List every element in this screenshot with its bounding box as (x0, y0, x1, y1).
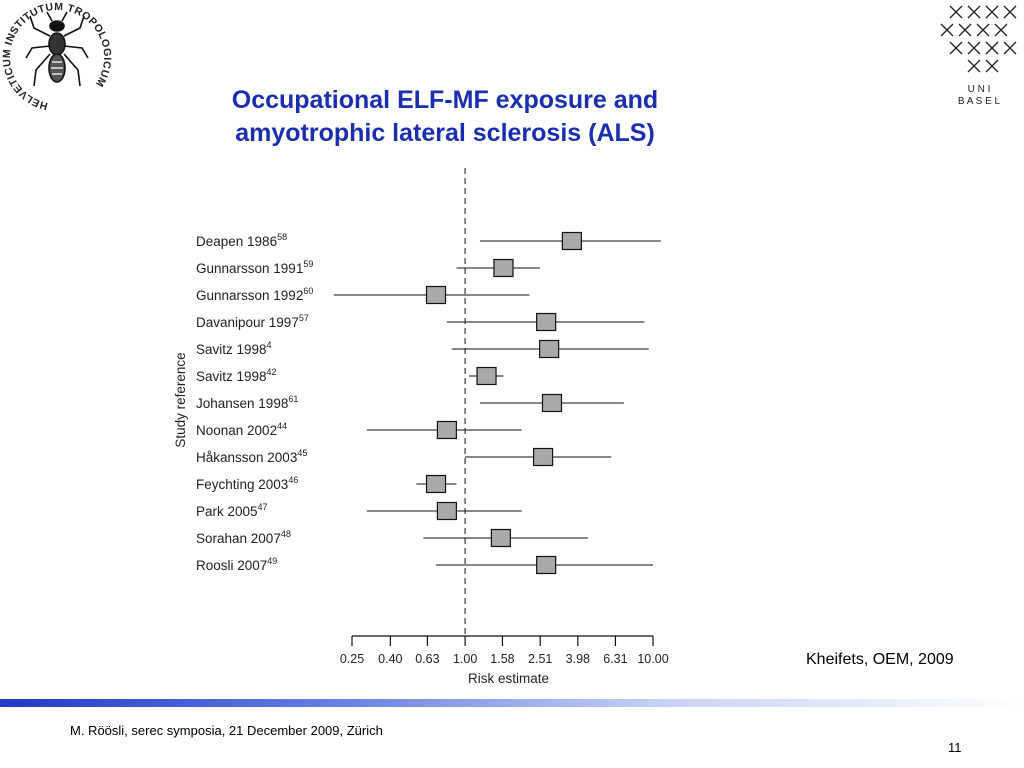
study-label: Davanipour 1997$^{57}$ (196, 313, 309, 330)
x-tick-label: 2.51 (528, 652, 553, 666)
x-tick-label: 1.58 (490, 652, 515, 666)
study-ref: 42 (266, 367, 277, 377)
study-label: Noonan 2002$^{44}$ (196, 421, 288, 438)
study-ref: 58 (277, 232, 288, 242)
footer-text: M. Röösli, serec symposia, 21 December 2009, Zürich (70, 723, 383, 738)
study-ref: 49 (267, 556, 278, 566)
study-label: Håkansson 2003$^{45}$ (196, 448, 308, 465)
estimate-marker (542, 395, 561, 412)
study-ref: 4 (266, 340, 272, 350)
seal-text: HELVETICUM INSTITUTUM TROPOLOGICUM (0, 0, 114, 113)
study-label: Gunnarsson 1991$^{59}$ (196, 259, 314, 276)
study-label: Gunnarsson 1992$^{60}$ (196, 286, 314, 303)
estimate-marker (477, 368, 496, 385)
estimate-marker (540, 341, 559, 358)
x-tick-label: 6.31 (603, 652, 628, 666)
estimate-marker (537, 557, 556, 574)
estimate-marker (427, 287, 446, 304)
study-label: Deapen 1986$^{58}$ (196, 232, 288, 249)
x-tick-label: 0.40 (378, 652, 403, 666)
study-ref: 57 (298, 313, 309, 323)
estimate-marker (427, 476, 446, 493)
title-line-2: amyotrophic lateral sclerosis (ALS) (235, 119, 655, 147)
study-label: Savitz 1998$^4$ (196, 340, 272, 357)
x-tick-label: 3.98 (565, 652, 590, 666)
x-axis-label: Risk estimate (467, 671, 550, 686)
study-ref: 48 (280, 529, 291, 539)
estimate-marker (491, 530, 510, 547)
study-label: Feychting 2003$^{46}$ (196, 475, 299, 492)
page-number: 11 (948, 740, 962, 755)
study-label: Park 2005$^{47}$ (196, 502, 268, 519)
study-ref: 61 (288, 394, 299, 404)
title-line-1: Occupational ELF-MF exposure and (231, 86, 659, 114)
citation: Kheifets, OEM, 2009 (806, 651, 954, 668)
x-tick-label: 0.63 (415, 652, 440, 666)
study-label: Savitz 1998$^{42}$ (196, 367, 277, 384)
study-ref: 60 (303, 286, 314, 296)
estimate-marker (437, 503, 456, 520)
study-ref: 59 (303, 259, 314, 269)
study-label: Sorahan 2007$^{48}$ (196, 529, 291, 546)
x-tick-label: 1.00 (452, 652, 478, 666)
estimate-marker (562, 233, 581, 250)
footer-gradient-bar (0, 699, 1024, 707)
basel-text: B A S E L (957, 96, 1001, 107)
study-label: Roosli 2007$^{49}$ (196, 556, 278, 573)
study-label: Johansen 1998$^{61}$ (196, 394, 299, 411)
y-axis-label: Study reference (173, 352, 188, 448)
study-ref: 45 (297, 448, 308, 458)
estimate-marker (437, 422, 456, 439)
x-tick-label: 0.25 (339, 652, 365, 666)
x-tick-label: 10.00 (637, 652, 669, 666)
uni-text: U N I (967, 84, 991, 95)
estimate-marker (537, 314, 556, 331)
study-ref: 46 (288, 475, 299, 485)
estimate-marker (494, 260, 513, 277)
study-ref: 44 (277, 421, 288, 431)
study-ref: 47 (257, 502, 268, 512)
estimate-marker (534, 449, 553, 466)
